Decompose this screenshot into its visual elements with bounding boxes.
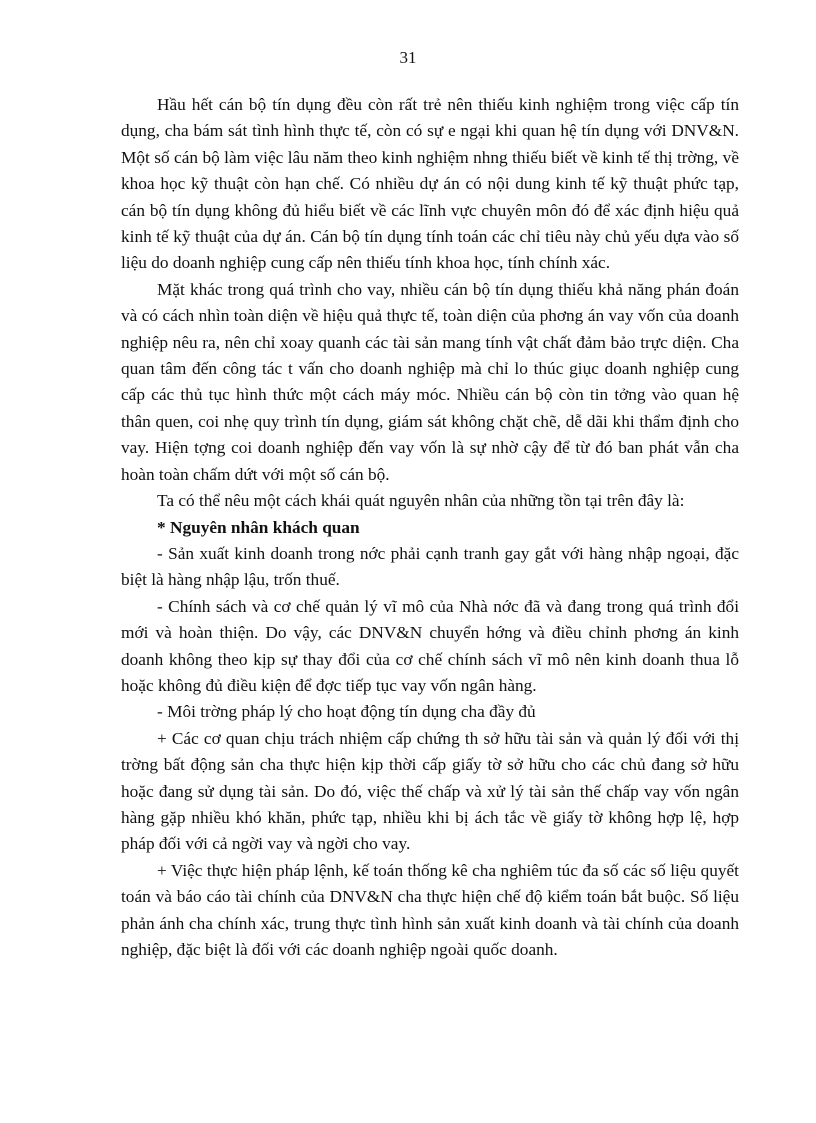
document-body bbox=[121, 92, 739, 963]
paragraph-judgement-limits: Mặt khác trong quá trình cho vay, nhiều cán bộ tín dụng thiếu khả năng phán đoán và có cách nhìn toàn diện về hiệu quả thực tế, toàn diện của phơng án vay vốn của doanh nghiệp nêu ra, nên chỉ xoay quanh các tài sản mang tính vật chất đảm bảo trực diện. Cha quan tâm đến công tác t vấn cho doanh nghiệp mà chỉ lo thúc giục doanh nghiệp cung cấp các thủ tục hình thức một cách máy móc. Nhiều cán bộ còn tin tởng vào quan hệ thân quen, coi nhẹ quy trình tín dụng, giám sát không chặt chẽ, dễ dãi khi thẩm định cho vay. Hiện tợng coi doanh nghiệp đến vay vốn là sự nhờ cậy để từ đó ban phát vẫn cha hoàn toàn chấm dứt với một số cán bộ. bbox=[121, 279, 739, 484]
page-number: 31 bbox=[399, 48, 417, 67]
section-heading-objective-causes: * Nguyên nhân khách quan bbox=[157, 517, 360, 537]
sub-item-property-certificates: + Các cơ quan chịu trách nhiệm cấp chứng th sở hữu tài sản và quản lý đối với thị trờng bất động sản cha thực hiện kịp thời cấp giấy tờ sở hữu cho các chủ đang sở hữu hoặc đang sử dụng tài sản. Do đó, việc thế chấp và xử lý tài sản thế chấp vay vốn ngân hàng gặp nhiều khó khăn, phức tạp, nhiều khi bị ách tắc về giấy tờ không hợp lệ, hợp pháp đối với cả ngời vay và ngời cho vay. bbox=[121, 728, 739, 854]
paragraph-inexperienced-staff: Hầu hết cán bộ tín dụng đều còn rất trẻ nên thiếu kinh nghiệm trong việc cấp tín dụng, cha bám sát tình hình thực tế, còn có sự e ngại khi quan hệ tín dụng với DNV&N. Một số cán bộ làm việc lâu năm theo kinh nghiệm nhng thiếu biết về kinh tế thị trờng, về khoa học kỹ thuật còn hạn chế. Có nhiều dự án có nội dung kinh tế kỹ thuật phức tạp, cán bộ tín dụng không đủ hiểu biết về các lĩnh vực chuyên môn đó để xác định hiệu quả kinh tế kỹ thuật của dự án. Cán bộ tín dụng tính toán các chỉ tiêu này chủ yếu dựa vào số liệu do doanh nghiệp cung cấp nên thiếu tính khoa học, tính chính xác. bbox=[121, 95, 739, 273]
sub-item-accounting-audit: + Việc thực hiện pháp lệnh, kế toán thống kê cha nghiêm túc đa số các số liệu quyết toán và báo cáo tài chính của DNV&N cha thực hiện chế độ kiểm toán bắt buộc. Số liệu phản ánh cha chính xác, trung thực tình hình sản xuất kinh doanh và tài chính của doanh nghiệp, đặc biệt là đối với các doanh nghiệp ngoài quốc doanh. bbox=[121, 860, 739, 959]
list-item-legal-environment: - Môi trờng pháp lý cho hoạt động tín dụng cha đầy đủ bbox=[157, 702, 536, 722]
list-item-macro-policy: - Chính sách và cơ chế quản lý vĩ mô của Nhà nớc đã và đang trong quá trình đổi mới và hoàn thiện. Do vậy, các DNV&N chuyển hớng và điều chỉnh phơng án kinh doanh không theo kịp sự thay đổi của cơ chế chính sách vĩ mô nên kinh doanh thua lỗ hoặc không đủ điều kiện để đợc tiếp tục vay vốn ngân hàng. bbox=[121, 596, 739, 695]
list-item-domestic-competition: - Sản xuất kinh doanh trong nớc phải cạnh tranh gay gắt với hàng nhập ngoại, đặc biệt là hàng nhập lậu, trốn thuế. bbox=[121, 543, 739, 590]
paragraph-summary-intro: Ta có thể nêu một cách khái quát nguyên nhân của những tồn tại trên đây là: bbox=[157, 491, 685, 511]
